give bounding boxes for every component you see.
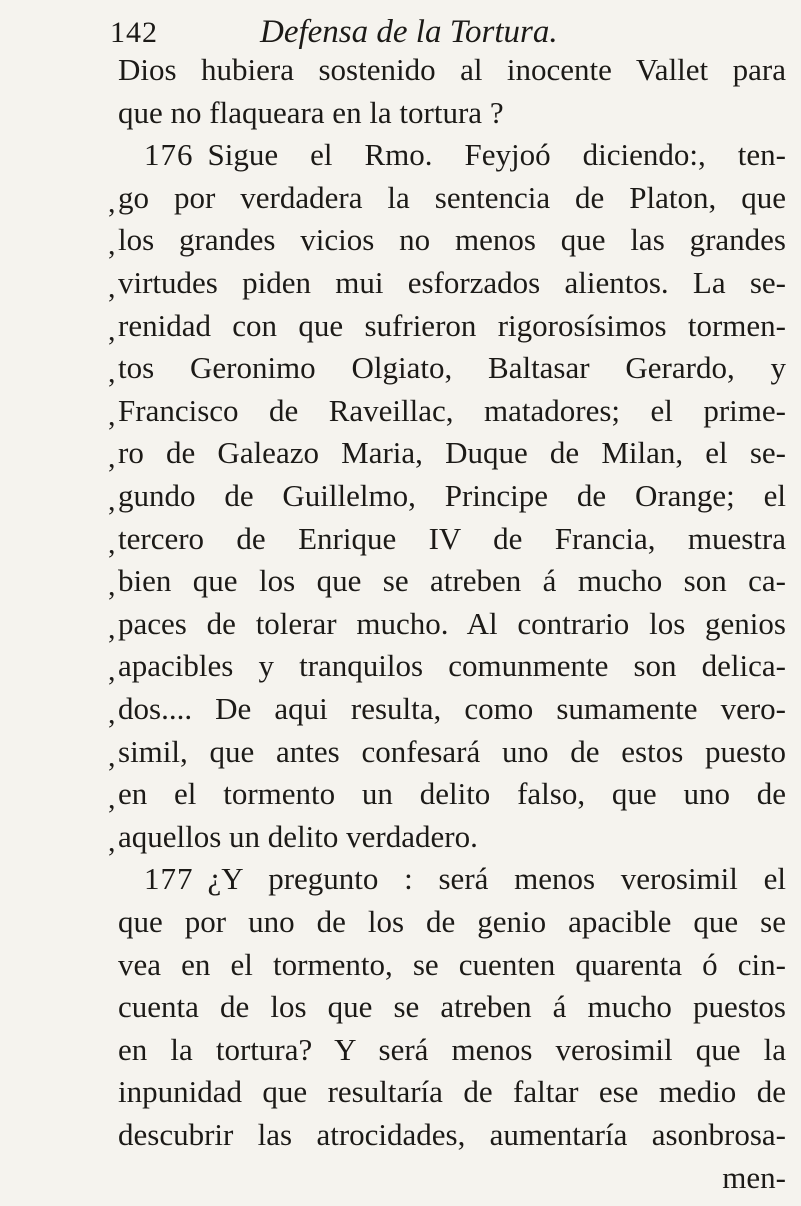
text-line: que no flaqueara en la tortura ? [118,94,504,130]
text-line: aquellos un delito verdadero. [118,818,478,854]
text-line: paces de tolerar mucho. Al contrario los genios [118,605,786,641]
text-line: bien que los que se atreben á mucho son ca- [118,563,786,599]
text-line: en el tormento un delito falso, que uno de [118,776,786,812]
margin-quote-mark: , [108,697,116,730]
text-line: que por uno de los de genio apacible que se [118,904,786,939]
margin-quote-mark: , [108,398,116,432]
paragraph-number: 177 [144,861,194,897]
text-line: dos.... De aqui resulta, como sumamente vero- [118,691,786,726]
text-line: renidad con que sufrieron rigorosísimos tormen- [118,307,786,343]
text-line: apacibles y tranquilos comunmente son delica- [118,648,786,684]
text-line: vea en el tormento, se cuenten quarenta ó cin- [118,946,786,982]
margin-quote-mark: , [108,611,116,645]
margin-quote-mark: , [108,313,116,347]
text-line: tos Geronimo Olgiato, Baltasar Gerardo, y [118,350,786,386]
margin-quote-mark: , [108,356,116,390]
text-line: ro de Galeazo Maria, Duque de Milan, el se- [118,435,786,471]
running-head: Defensa de la Tortura. [260,14,558,50]
text-line: gundo de Guillelmo, Principe de Orange; el [118,478,786,513]
margin-quote-mark: , [108,824,116,858]
text-line: Dios hubiera sostenido al inocente Vallet para [118,52,786,87]
text-line [118,859,786,899]
margin-quote-mark: , [108,526,116,560]
text-line [118,135,786,175]
text-line-content: Sigue el Rmo. Feyjoó diciendo:, ten- [207,137,786,173]
text-line: los grandes vicios no menos que las grandes [118,222,786,258]
paragraph-number: 176 [144,137,194,173]
text-line-content: ¿Y pregunto : será menos verosimil el [207,861,786,897]
margin-quote-mark: , [108,185,116,219]
text-line: simil, que antes confesará uno de estos puesto [118,733,786,769]
margin-quote-mark: , [108,484,116,517]
margin-quote-mark: , [108,569,116,603]
text-line: go por verdadera la sentencia de Platon, que [118,179,786,215]
margin-quote-mark: , [108,441,116,475]
text-line: virtudes piden mui esforzados alientos. La se- [118,265,786,300]
margin-quote-mark: , [108,739,116,773]
margin-quote-mark: , [108,271,116,304]
text-line: men- [722,1159,786,1195]
text-line: en la tortura? Y será menos verosimil que la [118,1031,786,1067]
margin-quote-mark: , [108,228,116,262]
text-line: tercero de Enrique IV de Francia, muestra [118,520,786,556]
margin-quote-mark: , [108,654,116,688]
text-line: descubrir las atrocidades, aumentaría asonbrosa- [118,1117,786,1152]
text-line: inpunidad que resultaría de faltar ese medio de [118,1074,786,1110]
text-line: cuenta de los que se atreben á mucho puestos [118,989,786,1025]
margin-quote-mark: , [108,782,116,816]
page-number: 142 [110,16,158,49]
text-line: Francisco de Raveillac, matadores; el prime- [118,392,786,428]
